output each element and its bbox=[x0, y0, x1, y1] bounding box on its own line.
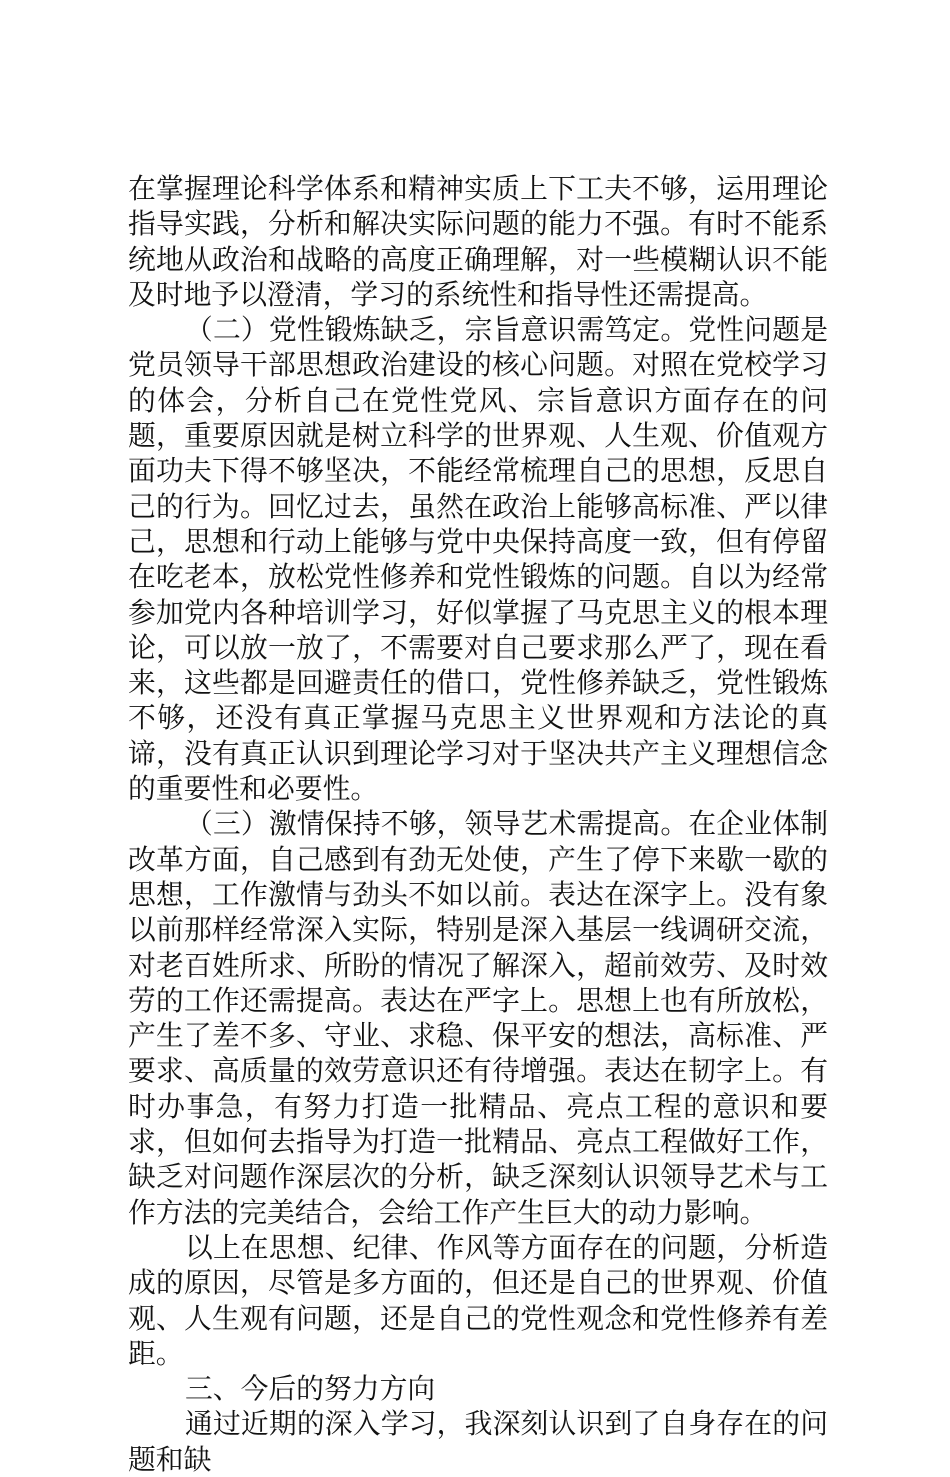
paragraph-future-intro: 通过近期的深入学习，我深刻认识到了自身存在的问题和缺 bbox=[128, 1407, 828, 1476]
paragraph-theory-study: 在掌握理论科学体系和精神实质上下工夫不够，运用理论指导实践，分析和解决实际问题的能力不强。有时不能系统地从政治和战略的高度正确理解，对一些模糊认识不能及时地予以澄清，学习的系统性和指导性还需提高。 bbox=[128, 172, 828, 311]
paragraph-summary: 以上在思想、纪律、作风等方面存在的问题，分析造成的原因，尽管是多方面的，但还是自己的世界观、价值观、人生观有问题，还是自己的党性观念和党性修养有差距。 bbox=[128, 1230, 828, 1370]
section-heading-future-direction: 三、今后的努力方向 bbox=[184, 1372, 436, 1406]
paragraph-enthusiasm: （三）激情保持不够，领导艺术需提高。在企业体制改革方面，自己感到有劲无处使，产生了停下来歇一歇的思想，工作激情与劲头不如以前。表达在深字上。没有象以前那样经常深入实际，特别是深入基层一线调研交流，对老百姓所求、所盼的情况了解深入，超前效劳、及时效劳的工作还需提高。表达在严字上。思想上也有所放松，产生了差不多、守业、求稳、保平安的想法，高标准、严要求、高质量的效劳意识还有待增强。表达在韧字上。有时办事急，有努力打造一批精品、亮点工程的意识和要求，但如何去指导为打造一批精品、亮点工程做好工作，缺乏对问题作深层次的分析，缺乏深刻认识领导艺术与工作方法的完美结合，会给工作产生巨大的动力影响。 bbox=[128, 807, 828, 1229]
document-body bbox=[128, 171, 828, 1477]
paragraph-party-spirit: （二）党性锻炼缺乏，宗旨意识需笃定。党性问题是党员领导干部思想政治建设的核心问题。对照在党校学习的体会，分析自己在党性党风、宗旨意识方面存在的问题，重要原因就是树立科学的世界观、人生观、价值观方面功夫下得不够坚决，不能经常梳理自己的思想，反思自己的行为。回忆过去，虽然在政治上能够高标准、严以律己，思想和行动上能够与党中央保持高度一致，但有停留在吃老本，放松党性修养和党性锻炼的问题。自以为经常参加党内各种培训学习，好似掌握了马克思主义的根本理论，可以放一放了，不需要对自己要求那么严了，现在看来，这些都是回避责任的借口，党性修养缺乏，党性锻炼不够，还没有真正掌握马克思主义世界观和方法论的真谛，没有真正认识到理论学习对于坚决共产主义理想信念的重要性和必要性。 bbox=[128, 313, 828, 806]
